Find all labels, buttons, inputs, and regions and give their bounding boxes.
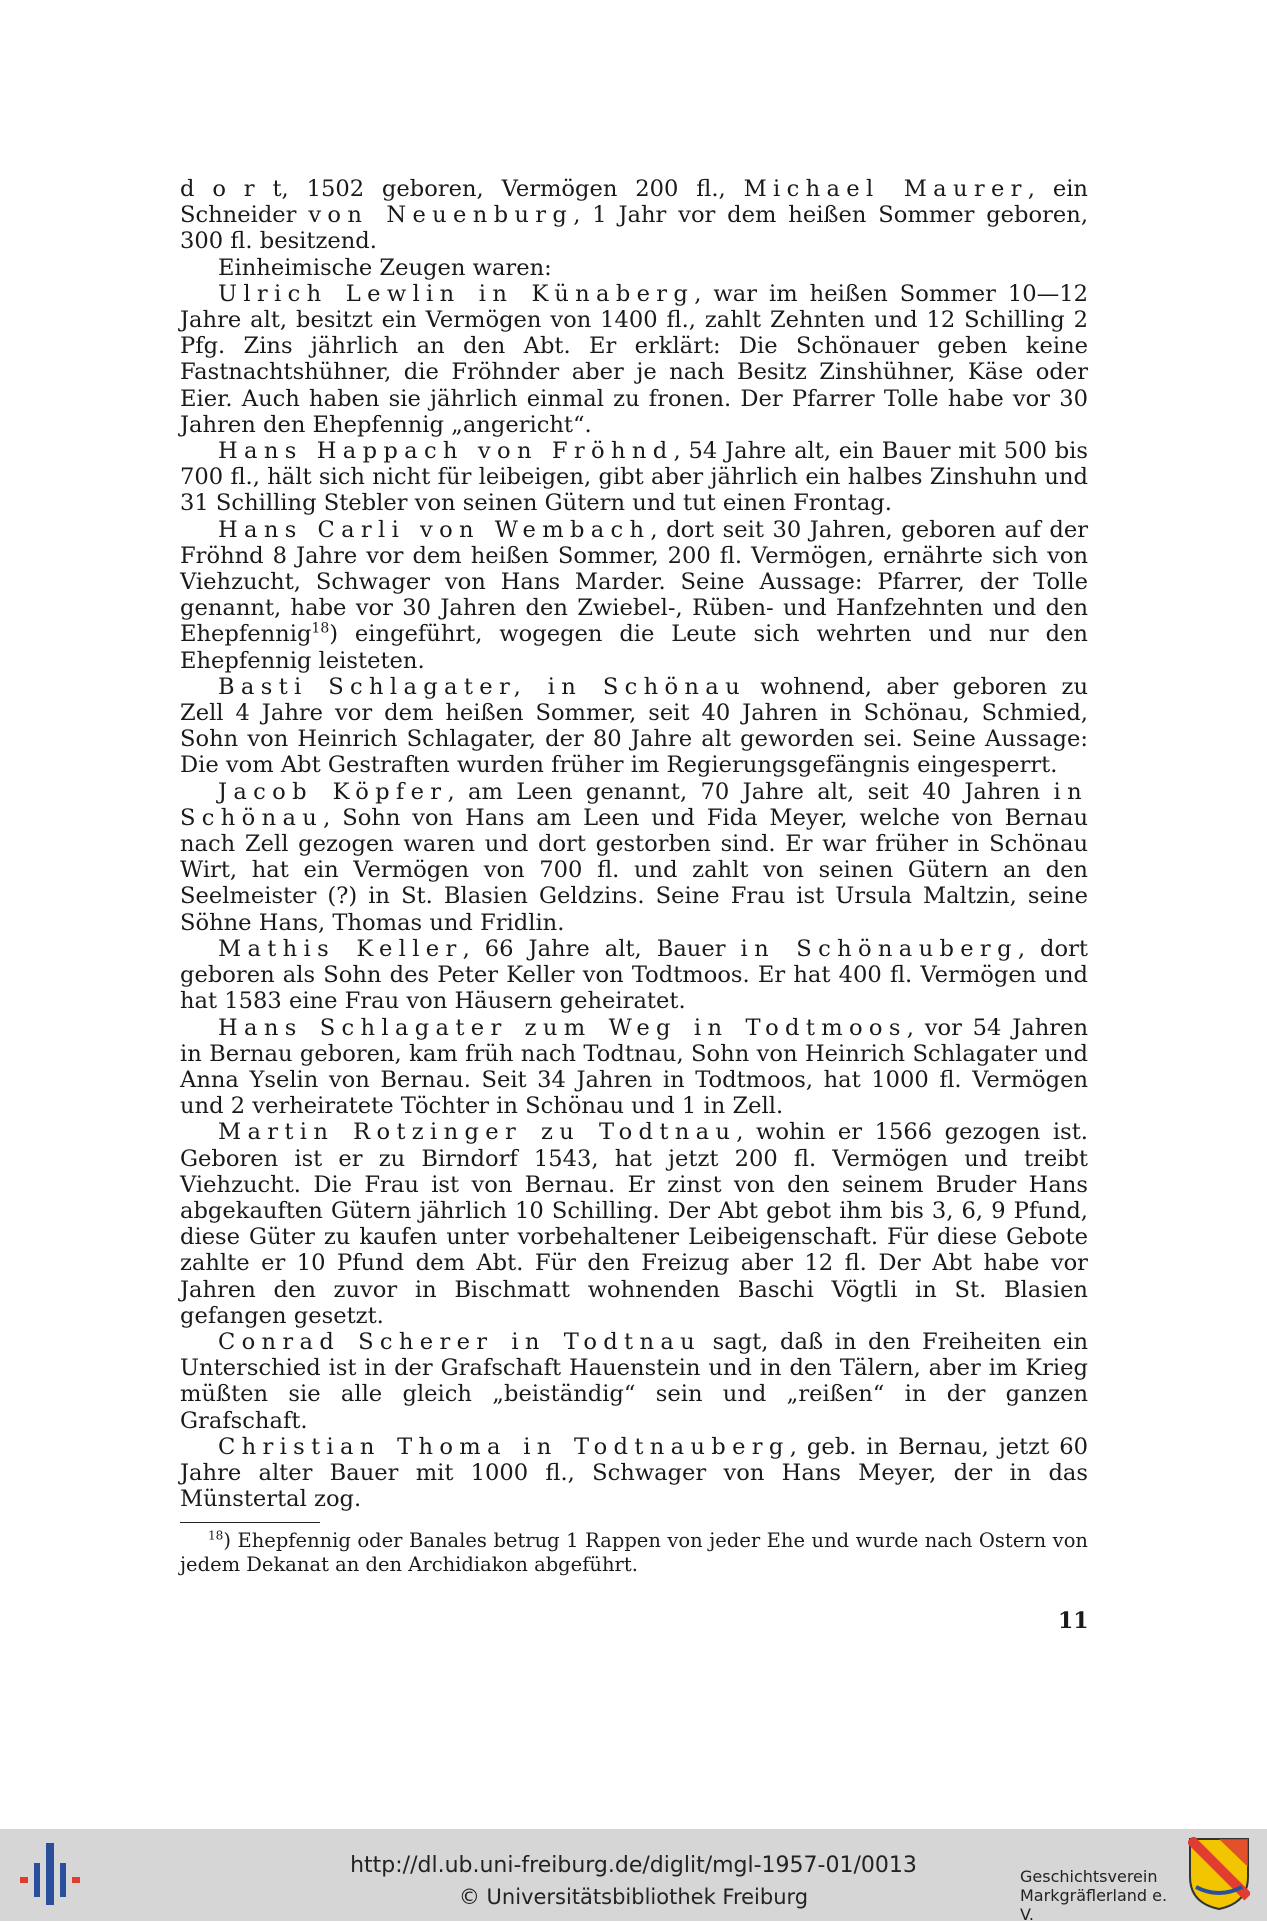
text-run: sagt, daß in den Freiheiten ein Unterschied ist in der Grafschaft Hauenstein und in den Tälern, aber im Krieg müßten sie alle gleich „beiständig“ sein und „reißen“ in der ganzen Grafschaft. — [180, 1328, 1088, 1434]
paragraph — [180, 1329, 1088, 1434]
society-line-1: Geschichtsverein — [1020, 1867, 1158, 1886]
footnote-reference: 18 — [311, 620, 330, 637]
spaced-name: Christian Thoma in Todtnauberg — [218, 1433, 790, 1460]
text-run: , war im heißen Sommer 10—12 Jahre alt, besitzt ein Vermögen von 1400 fl., zahlt Zehnten und 12 Schilling 2 Pfg. Zins jährlich an den Abt. Er erklärt: Die Schönauer geben keine Fastnachtshühner, die Fröhnder aber je nach Besitz Zinshühner, Käse oder Eier. Auch haben sie jährlich einmal zu fronen. Der Pfarrer Tolle habe vor 30 Jahren den Ehepfennig „angericht“. — [180, 280, 1088, 438]
paragraph — [180, 176, 1088, 255]
text-run: , dort geboren als Sohn des Peter Keller von Todtmoos. Er hat 400 fl. Vermögen und hat 1583 eine Frau von Häusern geheiratet. — [180, 935, 1088, 1015]
text-run: wohnend, aber geboren zu Zell 4 Jahre vor dem heißen Sommer, seit 40 Jahren in Schönau, Schmied, Sohn von Heinrich Schlagater, der 80 Jahre alt geworden sei. Seine Aussage: Die vom Abt Gestraften wurden früher im Regierungsgefängnis eingesperrt. — [180, 673, 1088, 779]
society-line-2: Markgräflerland e. V. — [1020, 1886, 1168, 1924]
copyright-notice: © Universitätsbibliothek Freiburg — [458, 1885, 809, 1909]
society-name — [1020, 1867, 1180, 1924]
text-run: , wohin er 1566 gezogen ist. Geboren ist er zu Birndorf 1543, hat jetzt 200 fl. Vermögen und treibt Viehzucht. Die Frau ist von Bernau. Er zinst von den seinem Bruder Hans abgekauften Gütern jährlich 10 Schilling. Der Abt gebot ihm bis 3, 6, 9 Pfund, diese Güter zu kaufen unter vorbehaltener Leibeigenschaft. Für diese Gebote zahlte er 10 Pfund dem Abt. Für den Freizug aber 12 fl. Der Abt habe vor Jahren den zuvor in Bischmatt wohnenden Baschi Vögtli in St. Blasien gefangen gesetzt. — [180, 1119, 1088, 1329]
text-run: , 1 Jahr vor dem heißen Sommer geboren, 300 fl. besitzend. — [180, 202, 1089, 255]
text-run: , Sohn von Hans am Leen und Fida Meyer, welche von Bernau nach Zell gezogen waren und dort gestorben sind. Er war früher in Schönau Wirt, hat ein Vermögen von 700 fl. und zahlt von seinen Gütern an den Seelmeister (?) in St. Blasien Geldzins. Seine Frau ist Ursula Maltzin, seine Söhne Hans, Thomas und Fridlin. — [180, 804, 1088, 936]
spaced-name: Mathis Keller — [218, 935, 463, 962]
footnote-mark: 18 — [208, 1528, 224, 1543]
text-run: , 1502 geboren, Vermögen 200 fl., — [281, 176, 744, 202]
paragraph — [180, 1119, 1088, 1329]
paragraph — [180, 517, 1088, 674]
spaced-name: in Schönauberg — [740, 935, 1018, 962]
spaced-name: Hans Happach von Fröhnd — [218, 438, 674, 465]
page-number: 11 — [1058, 1608, 1089, 1634]
text-run: , 66 Jahre alt, Bauer — [462, 935, 741, 962]
coat-of-arms-icon — [1188, 1837, 1250, 1911]
text-run: , am Leen genannt, 70 Jahre alt, seit 40 Jahren — [447, 778, 1054, 805]
paragraph — [180, 1015, 1088, 1120]
spaced-name: Hans Carli von Wembach — [218, 516, 651, 543]
spaced-name: Jacob Köpfer — [218, 778, 448, 805]
text-run: , 54 Jahre alt, ein Bauer mit 500 bis 700 fl., hält sich nicht für leibeigen, gibt aber jährlich ein halbes Zinshuhn und 31 Schilling Stebler von seinen Gütern und tut einen Frontag. — [180, 438, 1088, 517]
footnote-text: ) Ehepfennig oder Banales betrug 1 Rappen von jeder Ehe und wurde nach Ostern von jedem Dekanat an den Archidiakon abgeführt. — [180, 1529, 1088, 1577]
footnote-rule — [180, 1522, 320, 1523]
text-run: , dort seit 30 Jahren, geboren auf der Fröhnd 8 Jahre vor dem heißen Sommer, 200 fl. Vermögen, ernährte sich von Viehzucht, Schwager von Hans Marder. Seine Aussage: Pfarrer, der Tolle genannt, habe vor 30 Jahren den Zwiebel-, Rüben- und Hanfzehnten und den Ehepfennig — [180, 516, 1089, 648]
paragraph — [180, 674, 1088, 779]
paragraph — [180, 281, 1088, 438]
text-run: , geb. in Bernau, jetzt 60 Jahre alter Bauer mit 1000 fl., Schwager von Hans Meyer, der in das Münstertal zog. — [180, 1433, 1088, 1513]
body-text — [180, 176, 1088, 1512]
paragraph — [180, 779, 1088, 936]
text-run: , ein Schneider — [180, 176, 1088, 229]
spaced-name: Basti Schlagater, in Schönau — [218, 673, 746, 700]
paragraph — [180, 1434, 1088, 1513]
spaced-name: Martin Rotzinger zu Todtnau — [218, 1119, 737, 1146]
text-run: d o r t — [180, 176, 282, 202]
document-url[interactable]: http://dl.ub.uni-freiburg.de/diglit/mgl-1957-01/0013 — [350, 1853, 917, 1878]
spaced-name: Michael Maurer — [743, 176, 1028, 202]
spaced-name: von Neuenburg — [308, 202, 574, 229]
spaced-name: Hans Schlagater zum Weg in Todtmoos — [218, 1014, 907, 1041]
text-run: ) eingeführt, wogegen die Leute sich wehrten und nur den Ehepfennig leisteten. — [180, 621, 1088, 674]
paragraph — [180, 438, 1088, 517]
viewer-footer-bar — [0, 1829, 1267, 1924]
text-run: , vor 54 Jahren in Bernau geboren, kam früh nach Todtnau, Sohn von Heinrich Schlagater und Anna Yselin von Bernau. Seit 34 Jahren in Todtmoos, hat 1000 fl. Vermögen und 2 verheiratete Töchter in Schönau und 1 in Zell. — [180, 1014, 1088, 1120]
paragraph — [180, 936, 1088, 1015]
spaced-name: in Schönau — [180, 778, 1088, 831]
spaced-name: Ulrich Lewlin in Künaberg — [218, 280, 695, 307]
paragraph — [180, 255, 1088, 281]
footnote — [180, 1529, 1088, 1577]
text-run: Einheimische Zeugen waren: — [218, 254, 552, 281]
spaced-name: Conrad Scherer in Todtnau — [218, 1328, 702, 1355]
page-body — [180, 176, 1088, 1577]
